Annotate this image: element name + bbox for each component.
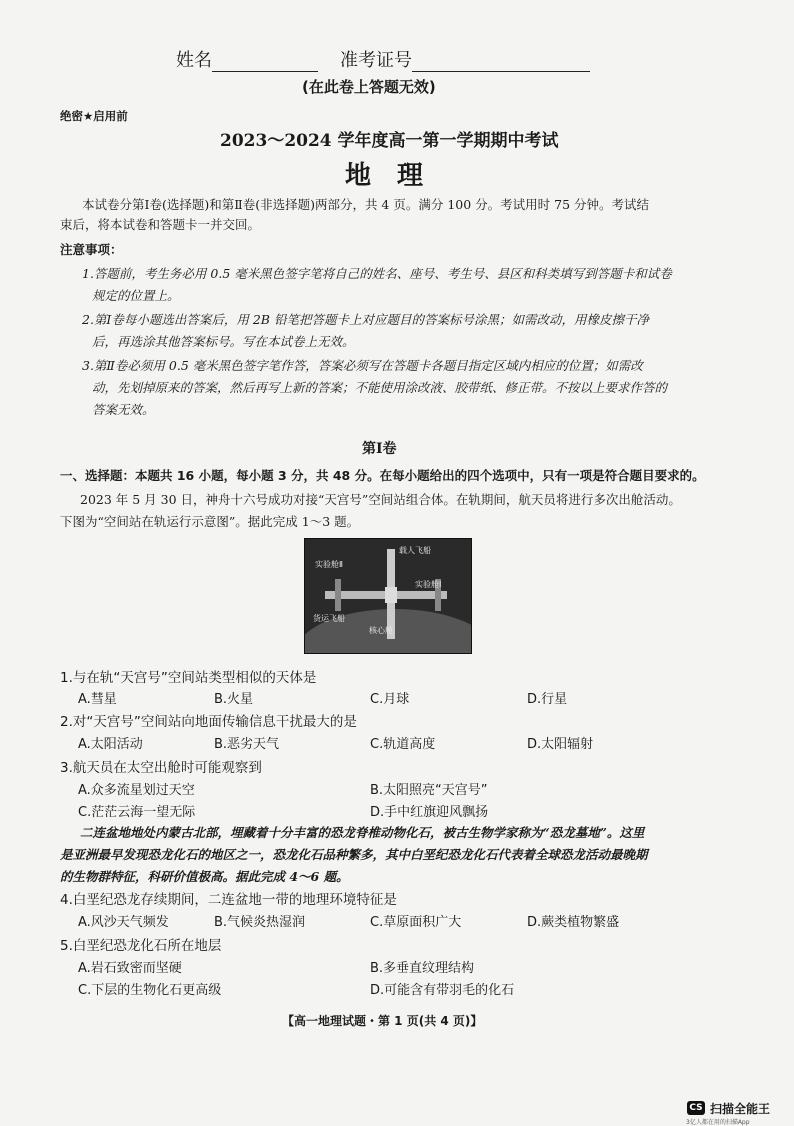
figure-label-cargo-ship: 货运飞船 bbox=[313, 614, 345, 623]
note-2a: 2.第Ⅰ卷每小题选出答案后，用 2B 铅笔把答题卡上对应题目的答案标号涂黑；如需改动，用橡皮擦干净 bbox=[82, 312, 649, 327]
q1-option-d: D.行星 bbox=[527, 692, 568, 707]
exam-id-label: 准考证号 bbox=[340, 50, 412, 71]
exam-id-blank bbox=[412, 53, 590, 72]
q1-option-b: B.火星 bbox=[214, 692, 254, 707]
q1-stem: 1.与在轨“天宫号”空间站类型相似的天体是 bbox=[60, 670, 317, 686]
note-3b: 动，先划掉原来的答案，然后再写上新的答案；不能使用涂改液、胶带纸、修正带。不按以上要求作答的 bbox=[92, 380, 668, 395]
intro-line-2: 束后，将本试卷和答题卡一并交回。 bbox=[60, 217, 261, 232]
figure-label-core-module: 核心舱 bbox=[369, 626, 393, 635]
intro-line-1: 本试卷分第Ⅰ卷(选择题)和第Ⅱ卷(非选择题)两部分，共 4 页。满分 100 分。考试用时 75 分钟。考试结 bbox=[82, 197, 649, 212]
section-instructions: 一、选择题：本题共 16 小题，每小题 3 分，共 48 分。在每小题给出的四个选项中，只有一项是符合题目要求的。 bbox=[60, 468, 705, 483]
passage1-line-1: 2023 年 5 月 30 日，神舟十六号成功对接“天宫号”空间站组合体。在轨期间，航天员将进行多次出舱活动。 bbox=[80, 492, 681, 507]
q2-option-c: C.轨道高度 bbox=[370, 737, 436, 752]
scanner-name: 扫描全能王 bbox=[710, 1102, 771, 1116]
q5-option-d: D.可能含有带羽毛的化石 bbox=[370, 983, 515, 998]
note-1a: 1.答题前，考生务必用 0.5 毫米黑色签字笔将自己的姓名、座号、考生号、县区和科类填写到答题卡和试卷 bbox=[82, 266, 672, 281]
q5-stem: 5.白垩纪恐龙化石所在地层 bbox=[60, 938, 222, 954]
q2-stem: 2.对“天宫号”空间站向地面传输信息干扰最大的是 bbox=[60, 714, 357, 730]
scanner-subtitle: 3亿人都在用的扫描App bbox=[686, 1119, 750, 1126]
passage2-line-3: 的生物群特征，科研价值极高。据此完成 4～6 题。 bbox=[60, 869, 349, 884]
figure-label-lab2: 实验舱Ⅱ bbox=[315, 560, 343, 569]
q1-option-a: A.彗星 bbox=[78, 692, 117, 707]
exam-title: 2023～2024 学年度高一第一学期期中考试 bbox=[220, 131, 559, 151]
name-label: 姓名 bbox=[176, 50, 212, 71]
secret-mark: 绝密★启用前 bbox=[60, 109, 128, 123]
note-1b: 规定的位置上。 bbox=[92, 288, 180, 303]
q3-stem: 3.航天员在太空出舱时可能观察到 bbox=[60, 760, 262, 776]
q3-option-d: D.手中红旗迎风飘扬 bbox=[370, 805, 489, 820]
notice-text: (在此卷上答题无效) bbox=[302, 78, 436, 96]
passage2-line-2: 是亚洲最早发现恐龙化石的地区之一，恐龙化石品种繁多，其中白垩纪恐龙化石代表着全球恐龙活动最晚期 bbox=[60, 847, 648, 862]
q4-stem: 4.白垩纪恐龙存续期间，二连盆地一带的地理环境特征是 bbox=[60, 892, 397, 908]
note-3a: 3.第Ⅱ卷必须用 0.5 毫米黑色签字笔作答，答案必须写在答题卡各题目指定区域内相应的位置；如需改 bbox=[82, 358, 643, 373]
q5-option-a: A.岩石致密而坚硬 bbox=[78, 961, 182, 976]
q4-option-a: A.风沙天气频发 bbox=[78, 915, 169, 930]
q4-option-b: B.气候炎热湿润 bbox=[214, 915, 306, 930]
subject-title: 地 理 bbox=[345, 161, 424, 191]
name-field bbox=[176, 46, 318, 72]
passage2-line-1: 二连盆地地处内蒙古北部，埋藏着十分丰富的恐龙脊椎动物化石，被古生物学家称为“恐龙墓地”。这里 bbox=[80, 825, 645, 840]
note-2b: 后，再选涂其他答案标号。写在本试卷上无效。 bbox=[92, 334, 355, 349]
q5-option-b: B.多垂直纹理结构 bbox=[370, 961, 475, 976]
q2-option-a: A.太阳活动 bbox=[78, 737, 143, 752]
exam-id-field bbox=[340, 46, 590, 72]
q3-option-a: A.众多流星划过天空 bbox=[78, 783, 195, 798]
figure-label-lab1: 实验舱Ⅰ bbox=[415, 580, 442, 589]
notes-heading: 注意事项： bbox=[60, 242, 123, 257]
q3-option-b: B.太阳照亮“天宫号” bbox=[370, 783, 488, 798]
name-blank bbox=[212, 53, 318, 72]
q5-option-c: C.下层的生物化石更高级 bbox=[78, 983, 222, 998]
figure-label-crew-ship: 载人飞船 bbox=[399, 546, 431, 555]
section-title: 第Ⅰ卷 bbox=[362, 441, 397, 457]
note-3c: 答案无效。 bbox=[92, 402, 155, 417]
q3-option-c: C.茫茫云海一望无际 bbox=[78, 805, 196, 820]
q2-option-d: D.太阳辐射 bbox=[527, 737, 594, 752]
passage1-line-2: 下图为“空间站在轨运行示意图”。据此完成 1～3 题。 bbox=[60, 514, 360, 529]
q4-option-c: C.草原面积广大 bbox=[370, 915, 462, 930]
q2-option-b: B.恶劣天气 bbox=[214, 737, 280, 752]
q1-option-c: C.月球 bbox=[370, 692, 410, 707]
q4-option-d: D.蕨类植物繁盛 bbox=[527, 915, 620, 930]
space-station-figure bbox=[304, 538, 472, 654]
page-footer: 【高一地理试题・第 1 页(共 4 页)】 bbox=[282, 1014, 483, 1028]
scanner-logo-icon: CS bbox=[687, 1101, 705, 1115]
